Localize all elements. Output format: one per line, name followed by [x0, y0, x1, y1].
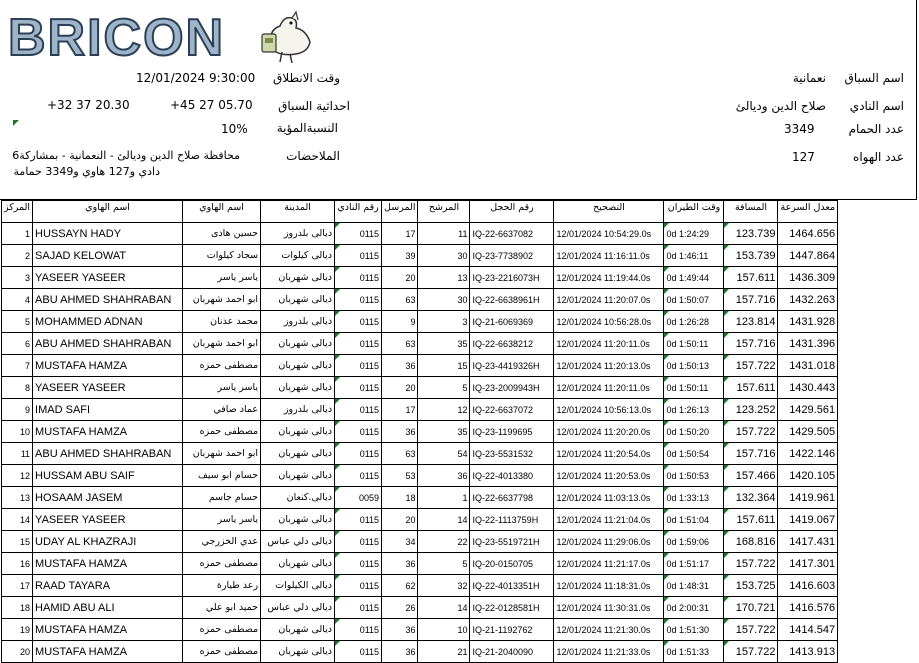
cell-city: ديالى شهربان: [261, 443, 335, 465]
cell-ring: IQ-22-6637798: [470, 487, 554, 509]
cell-ring: IQ-20-0150705: [470, 553, 554, 575]
cell-city: ديالى شهربان: [261, 641, 335, 663]
col-nominated: المرشح: [418, 201, 470, 223]
cell-flight-time: 0d 1:50:54: [664, 443, 724, 465]
cell-ring: IQ-22-0128581H: [470, 597, 554, 619]
cell-ring: IQ-22-6638961H: [470, 289, 554, 311]
coord-lat: +32 37 20.30: [47, 98, 130, 112]
cell-fancier-ar: ابو احمد شهربان: [183, 333, 261, 355]
cell-distance: 157.716: [724, 289, 778, 311]
cell-club-no: 0115: [335, 355, 382, 377]
cell-rank: 20: [2, 641, 33, 663]
coords-label: احداثية السباق: [278, 99, 350, 113]
cell-fancier-ar: مصطفى حمزه: [183, 641, 261, 663]
table-row: [2, 641, 838, 663]
cell-rank: 10: [2, 421, 33, 443]
cell-sent: 17: [382, 399, 418, 421]
cell-distance: 157.466: [724, 465, 778, 487]
cell-flight-time: 0d 2:00:31: [664, 597, 724, 619]
cell-ring: IQ-21-2040090: [470, 641, 554, 663]
cell-clock: 12/01/2024 11:30:31.0s: [554, 597, 664, 619]
cell-fancier-en: UDAY AL KHAZRAJI: [33, 531, 183, 553]
cell-rank: 11: [2, 443, 33, 465]
cell-rank: 2: [2, 245, 33, 267]
cell-club-no: 0115: [335, 553, 382, 575]
cell-fancier-en: ABU AHMED SHAHRABAN: [33, 333, 183, 355]
club-name-label: اسم النادي: [849, 99, 904, 113]
cell-clock: 12/01/2024 11:20:13.0s: [554, 355, 664, 377]
cell-sent: 63: [382, 443, 418, 465]
cell-speed: 1464.656: [778, 223, 838, 245]
cell-fancier-ar: ابو احمد شهربان: [183, 289, 261, 311]
cell-flight-time: 0d 1:51:04: [664, 509, 724, 531]
cell-nominated: 30: [418, 245, 470, 267]
cell-clock: 12/01/2024 11:21:33.0s: [554, 641, 664, 663]
cell-fancier-en: YASEER YASEER: [33, 377, 183, 399]
cell-city: ديالى شهربان: [261, 377, 335, 399]
cell-distance: 168.816: [724, 531, 778, 553]
cell-speed: 1429.505: [778, 421, 838, 443]
flag-marker: [13, 120, 19, 126]
cell-fancier-ar: مصطفى حمزه: [183, 553, 261, 575]
cell-club-no: 0115: [335, 333, 382, 355]
club-name-value: صلاح الدين وديالئ: [735, 99, 826, 113]
cell-fancier-en: MUSTAFA HAMZA: [33, 641, 183, 663]
table-header-row: [2, 201, 838, 223]
cell-speed: 1416.603: [778, 575, 838, 597]
cell-flight-time: 0d 1:50:07: [664, 289, 724, 311]
cell-distance: 157.611: [724, 377, 778, 399]
cell-clock: 12/01/2024 10:54:29.0s: [554, 223, 664, 245]
cell-speed: 1431.928: [778, 311, 838, 333]
percent-value: 10%: [221, 122, 248, 136]
cell-ring: IQ-23-1199695: [470, 421, 554, 443]
cell-rank: 6: [2, 333, 33, 355]
table-row: [2, 531, 838, 553]
table-row: [2, 245, 838, 267]
cell-ring: IQ-23-7738902: [470, 245, 554, 267]
cell-city: ديالى دلي عباس: [261, 531, 335, 553]
cell-nominated: 13: [418, 267, 470, 289]
cell-sent: 36: [382, 641, 418, 663]
cell-ring: IQ-22-4013351H: [470, 575, 554, 597]
cell-distance: 123.739: [724, 223, 778, 245]
cell-sent: 39: [382, 245, 418, 267]
cell-distance: 157.722: [724, 619, 778, 641]
cell-speed: 1416.576: [778, 597, 838, 619]
cell-club-no: 0115: [335, 597, 382, 619]
cell-flight-time: 0d 1:59:06: [664, 531, 724, 553]
report-header: [0, 0, 917, 200]
cell-fancier-en: HAMID ABU ALI: [33, 597, 183, 619]
cell-nominated: 15: [418, 355, 470, 377]
cell-fancier-ar: حسام ابو سيف: [183, 465, 261, 487]
cell-nominated: 3: [418, 311, 470, 333]
table-row: [2, 399, 838, 421]
cell-sent: 20: [382, 377, 418, 399]
cell-clock: 12/01/2024 10:56:28.0s: [554, 311, 664, 333]
fanciers-count-label: عدد الهواه: [853, 150, 904, 164]
cell-fancier-ar: مصطفى حمزه: [183, 421, 261, 443]
cell-fancier-en: IMAD SAFI: [33, 399, 183, 421]
table-row: [2, 355, 838, 377]
cell-fancier-en: ABU AHMED SHAHRABAN: [33, 443, 183, 465]
cell-city: ديالى الكيلوات: [261, 575, 335, 597]
cell-city: ديالى شهربان: [261, 289, 335, 311]
results-table: [1, 200, 838, 663]
col-sent: المرسل: [382, 201, 418, 223]
cell-rank: 5: [2, 311, 33, 333]
notes-line-1: محافظة صلاح الدين وديالئ - النعمانية - بمشاركة6: [12, 149, 240, 162]
cell-fancier-en: MOHAMMED ADNAN: [33, 311, 183, 333]
cell-city: ديالى شهربان: [261, 509, 335, 531]
cell-rank: 17: [2, 575, 33, 597]
cell-rank: 3: [2, 267, 33, 289]
percent-label: النسبةالمؤية: [276, 121, 338, 135]
cell-club-no: 0115: [335, 421, 382, 443]
col-flight-time: وقت الطيران: [664, 201, 724, 223]
cell-speed: 1413.913: [778, 641, 838, 663]
cell-flight-time: 0d 1:26:13: [664, 399, 724, 421]
cell-fancier-en: MUSTAFA HAMZA: [33, 355, 183, 377]
cell-fancier-ar: حميد ابو علي: [183, 597, 261, 619]
col-fancier-en: اسم الهاوي: [33, 201, 183, 223]
cell-speed: 1431.018: [778, 355, 838, 377]
table-row: [2, 465, 838, 487]
cell-speed: 1432.263: [778, 289, 838, 311]
cell-sent: 20: [382, 509, 418, 531]
cell-nominated: 36: [418, 465, 470, 487]
cell-rank: 12: [2, 465, 33, 487]
pigeon-count-label: عدد الحمام: [848, 122, 904, 136]
cell-distance: 157.722: [724, 421, 778, 443]
cell-flight-time: 0d 1:51:17: [664, 553, 724, 575]
cell-club-no: 0115: [335, 465, 382, 487]
cell-distance: 132.364: [724, 487, 778, 509]
cell-nominated: 11: [418, 223, 470, 245]
cell-city: ديالى شهربان: [261, 355, 335, 377]
coord-lon: +45 27 05.70: [170, 98, 253, 112]
start-time-value: 12/01/2024 9:30:00: [136, 71, 256, 85]
cell-sent: 36: [382, 553, 418, 575]
cell-nominated: 21: [418, 641, 470, 663]
cell-nominated: 35: [418, 333, 470, 355]
cell-fancier-ar: عماد صافي: [183, 399, 261, 421]
cell-speed: 1420.105: [778, 465, 838, 487]
logo-text: BRICON: [8, 9, 226, 67]
cell-distance: 157.722: [724, 641, 778, 663]
cell-clock: 12/01/2024 11:20:07.0s: [554, 289, 664, 311]
cell-city: ديالى.كنعان: [261, 487, 335, 509]
cell-sent: 20: [382, 267, 418, 289]
cell-flight-time: 0d 1:26:28: [664, 311, 724, 333]
cell-fancier-ar: مصطفى حمزه: [183, 355, 261, 377]
cell-club-no: 0115: [335, 311, 382, 333]
cell-sent: 34: [382, 531, 418, 553]
cell-speed: 1417.301: [778, 553, 838, 575]
cell-sent: 9: [382, 311, 418, 333]
notes-label: الملاحضات: [286, 149, 340, 163]
cell-fancier-ar: مصطفى حمزه: [183, 619, 261, 641]
col-fancier-ar: اسم الهاوي: [183, 201, 261, 223]
race-name-value: نعمانية: [792, 71, 826, 85]
cell-distance: 157.611: [724, 509, 778, 531]
cell-sent: 36: [382, 355, 418, 377]
cell-flight-time: 0d 1:50:11: [664, 333, 724, 355]
cell-nominated: 5: [418, 553, 470, 575]
cell-fancier-en: HUSSAM ABU SAIF: [33, 465, 183, 487]
cell-sent: 36: [382, 619, 418, 641]
cell-rank: 18: [2, 597, 33, 619]
cell-city: ديالى دلي عباس: [261, 597, 335, 619]
cell-fancier-en: SAJAD KELOWAT: [33, 245, 183, 267]
cell-sent: 63: [382, 333, 418, 355]
cell-fancier-ar: ابو احمد شهربان: [183, 443, 261, 465]
col-ring: رقم الحجل: [470, 201, 554, 223]
table-row: [2, 333, 838, 355]
cell-fancier-ar: حسام جاسم: [183, 487, 261, 509]
cell-fancier-ar: سجاد كيلوات: [183, 245, 261, 267]
cell-speed: 1422.146: [778, 443, 838, 465]
table-row: [2, 597, 838, 619]
cell-rank: 9: [2, 399, 33, 421]
cell-fancier-ar: محمد عدنان: [183, 311, 261, 333]
cell-clock: 12/01/2024 11:03:13.0s: [554, 487, 664, 509]
cell-rank: 19: [2, 619, 33, 641]
cell-distance: 170.721: [724, 597, 778, 619]
cell-ring: IQ-21-6069369: [470, 311, 554, 333]
col-distance: المسافة: [724, 201, 778, 223]
table-row: [2, 289, 838, 311]
start-time-label: وقت الانطلاق: [273, 71, 340, 85]
cell-clock: 12/01/2024 11:16:11.0s: [554, 245, 664, 267]
cell-ring: IQ-21-1192762: [470, 619, 554, 641]
cell-distance: 153.739: [724, 245, 778, 267]
cell-nominated: 14: [418, 509, 470, 531]
cell-rank: 13: [2, 487, 33, 509]
cell-speed: 1419.067: [778, 509, 838, 531]
cell-club-no: 0115: [335, 575, 382, 597]
table-row: [2, 575, 838, 597]
cell-ring: IQ-23-4419326H: [470, 355, 554, 377]
cell-nominated: 22: [418, 531, 470, 553]
cell-flight-time: 0d 1:24:29: [664, 223, 724, 245]
cell-ring: IQ-22-6637072: [470, 399, 554, 421]
table-row: [2, 223, 838, 245]
col-clock: التصحيح: [554, 201, 664, 223]
cell-ring: IQ-22-6638212: [470, 333, 554, 355]
cell-distance: 157.716: [724, 443, 778, 465]
cell-fancier-en: MUSTAFA HAMZA: [33, 553, 183, 575]
cell-nominated: 54: [418, 443, 470, 465]
table-row: [2, 553, 838, 575]
cell-clock: 12/01/2024 11:21:04.0s: [554, 509, 664, 531]
cell-fancier-ar: ياسر ياسر: [183, 509, 261, 531]
cell-ring: IQ-22-4013380: [470, 465, 554, 487]
cell-distance: 123.814: [724, 311, 778, 333]
cell-city: ديالى شهربان: [261, 465, 335, 487]
cell-club-no: 0115: [335, 509, 382, 531]
cell-rank: 14: [2, 509, 33, 531]
cell-flight-time: 0d 1:50:11: [664, 377, 724, 399]
cell-nominated: 32: [418, 575, 470, 597]
cell-rank: 1: [2, 223, 33, 245]
cell-fancier-en: YASEER YASEER: [33, 267, 183, 289]
cell-speed: 1447.864: [778, 245, 838, 267]
table-row: [2, 377, 838, 399]
cell-club-no: 0115: [335, 377, 382, 399]
cell-city: ديالى كيلوات: [261, 245, 335, 267]
cell-sent: 63: [382, 289, 418, 311]
cell-nominated: 1: [418, 487, 470, 509]
cell-rank: 7: [2, 355, 33, 377]
cell-rank: 16: [2, 553, 33, 575]
cell-ring: IQ-23-5531532: [470, 443, 554, 465]
col-speed: معدل السرعة: [778, 201, 838, 223]
cell-clock: 12/01/2024 11:21:30.0s: [554, 619, 664, 641]
cell-speed: 1431.396: [778, 333, 838, 355]
cell-nominated: 30: [418, 289, 470, 311]
cell-distance: 157.716: [724, 333, 778, 355]
cell-club-no: 0115: [335, 619, 382, 641]
cell-nominated: 14: [418, 597, 470, 619]
cell-speed: 1429.561: [778, 399, 838, 421]
cell-city: ديالى شهربان: [261, 553, 335, 575]
cell-club-no: 0115: [335, 289, 382, 311]
cell-fancier-en: HOSAAM JASEM: [33, 487, 183, 509]
cell-flight-time: 0d 1:33:13: [664, 487, 724, 509]
bricon-logo: [8, 6, 308, 68]
cell-rank: 8: [2, 377, 33, 399]
cell-city: ديالى بلدروز: [261, 223, 335, 245]
cell-fancier-en: RAAD TAYARA: [33, 575, 183, 597]
cell-distance: 153.725: [724, 575, 778, 597]
cell-distance: 157.722: [724, 553, 778, 575]
cell-fancier-en: MUSTAFA HAMZA: [33, 619, 183, 641]
cell-fancier-ar: حسين هادى: [183, 223, 261, 245]
cell-fancier-ar: رعد طيارة: [183, 575, 261, 597]
cell-rank: 4: [2, 289, 33, 311]
cell-ring: IQ-23-2216073H: [470, 267, 554, 289]
table-row: [2, 487, 838, 509]
cell-city: ديالى بلدروز: [261, 399, 335, 421]
cell-club-no: 0115: [335, 267, 382, 289]
cell-speed: 1419.961: [778, 487, 838, 509]
cell-clock: 12/01/2024 11:19:44.0s: [554, 267, 664, 289]
cell-sent: 17: [382, 223, 418, 245]
table-row: [2, 509, 838, 531]
table-row: [2, 267, 838, 289]
col-club-no: رقم النادي: [335, 201, 382, 223]
col-city: المدينة: [261, 201, 335, 223]
cell-city: ديالى بلدروز: [261, 311, 335, 333]
cell-rank: 15: [2, 531, 33, 553]
cell-club-no: 0115: [335, 399, 382, 421]
cell-distance: 123.252: [724, 399, 778, 421]
cell-nominated: 10: [418, 619, 470, 641]
col-rank: المركز: [2, 201, 33, 223]
race-name-label: اسم السباق: [844, 71, 904, 85]
cell-club-no: 0115: [335, 245, 382, 267]
cell-clock: 12/01/2024 11:20:20.0s: [554, 421, 664, 443]
cell-ring: IQ-22-6637082: [470, 223, 554, 245]
cell-distance: 157.722: [724, 355, 778, 377]
cell-city: ديالى شهربان: [261, 421, 335, 443]
cell-club-no: 0115: [335, 531, 382, 553]
pigeon-clock-icon: [258, 8, 314, 66]
cell-nominated: 12: [418, 399, 470, 421]
cell-club-no: 0115: [335, 223, 382, 245]
fanciers-count-value: 127: [792, 150, 815, 164]
cell-ring: IQ-22-1113759H: [470, 509, 554, 531]
cell-fancier-ar: عدي الخزرجي: [183, 531, 261, 553]
cell-sent: 36: [382, 421, 418, 443]
cell-clock: 12/01/2024 11:20:54.0s: [554, 443, 664, 465]
cell-speed: 1436.309: [778, 267, 838, 289]
cell-flight-time: 0d 1:51:33: [664, 641, 724, 663]
cell-club-no: 0115: [335, 443, 382, 465]
cell-nominated: 5: [418, 377, 470, 399]
cell-sent: 18: [382, 487, 418, 509]
cell-flight-time: 0d 1:50:53: [664, 465, 724, 487]
table-row: [2, 421, 838, 443]
cell-flight-time: 0d 1:51:30: [664, 619, 724, 641]
cell-clock: 12/01/2024 11:20:11.0s: [554, 333, 664, 355]
cell-fancier-en: HUSSAYN HADY: [33, 223, 183, 245]
cell-clock: 12/01/2024 11:20:53.0s: [554, 465, 664, 487]
cell-ring: IQ-23-2009943H: [470, 377, 554, 399]
cell-flight-time: 0d 1:50:20: [664, 421, 724, 443]
cell-clock: 12/01/2024 11:29:06.0s: [554, 531, 664, 553]
cell-flight-time: 0d 1:46:11: [664, 245, 724, 267]
notes-line-2: دادي و127 هاوي و3349 حمامة: [13, 165, 160, 178]
cell-clock: 12/01/2024 11:21:17.0s: [554, 553, 664, 575]
cell-speed: 1430.443: [778, 377, 838, 399]
cell-fancier-ar: ياسر ياسر: [183, 267, 261, 289]
cell-club-no: 0115: [335, 641, 382, 663]
cell-flight-time: 0d 1:48:31: [664, 575, 724, 597]
cell-ring: IQ-23-5519721H: [470, 531, 554, 553]
cell-speed: 1417.431: [778, 531, 838, 553]
table-row: [2, 619, 838, 641]
cell-city: ديالى شهربان: [261, 333, 335, 355]
table-row: [2, 443, 838, 465]
cell-clock: 12/01/2024 11:18:31.0s: [554, 575, 664, 597]
cell-clock: 12/01/2024 11:20:11.0s: [554, 377, 664, 399]
cell-city: ديالى شهربان: [261, 267, 335, 289]
cell-sent: 62: [382, 575, 418, 597]
cell-sent: 53: [382, 465, 418, 487]
cell-fancier-en: YASEER YASEER: [33, 509, 183, 531]
cell-speed: 1414.547: [778, 619, 838, 641]
cell-club-no: 0059: [335, 487, 382, 509]
pigeon-count-value: 3349: [784, 122, 815, 136]
table-row: [2, 311, 838, 333]
cell-sent: 26: [382, 597, 418, 619]
cell-flight-time: 0d 1:49:44: [664, 267, 724, 289]
cell-distance: 157.611: [724, 267, 778, 289]
cell-clock: 12/01/2024 10:56:13.0s: [554, 399, 664, 421]
cell-fancier-en: ABU AHMED SHAHRABAN: [33, 289, 183, 311]
cell-city: ديالى شهربان: [261, 619, 335, 641]
cell-nominated: 35: [418, 421, 470, 443]
cell-fancier-en: MUSTAFA HAMZA: [33, 421, 183, 443]
cell-flight-time: 0d 1:50:13: [664, 355, 724, 377]
cell-fancier-ar: ياسر ياسر: [183, 377, 261, 399]
